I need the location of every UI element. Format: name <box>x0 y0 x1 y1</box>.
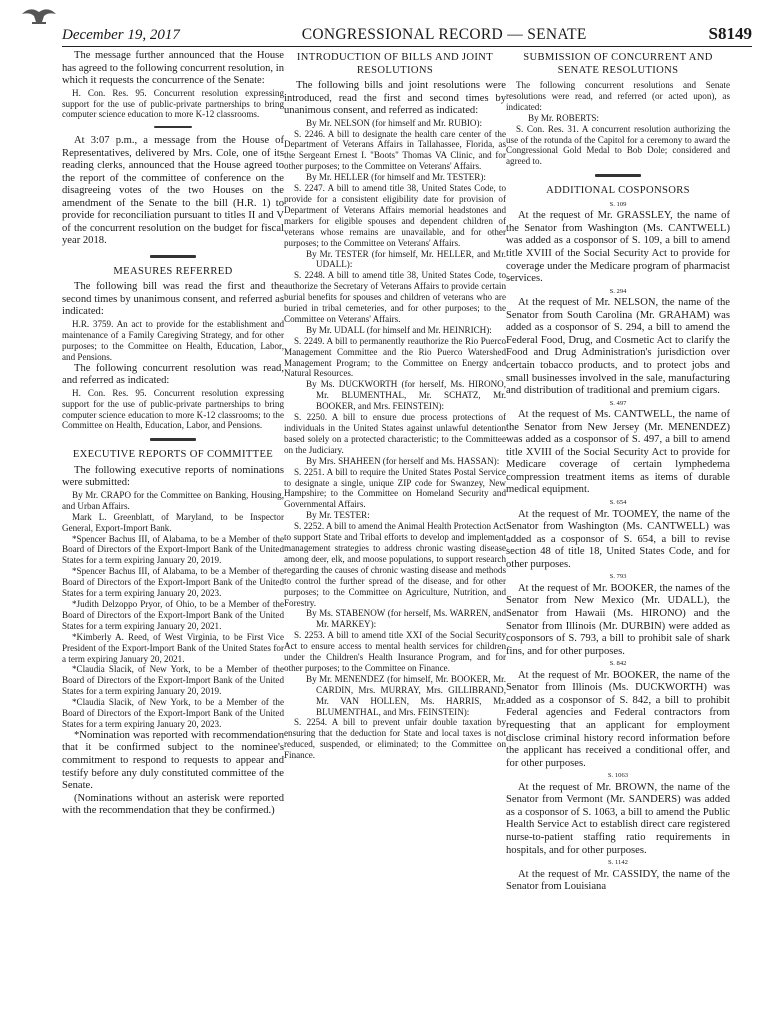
paragraph: H. Con. Res. 95. Concurrent resolution expressing support for the use of public-private partnerships to bring computer science education to more K-12 classrooms. <box>62 87 284 120</box>
column-2 <box>284 50 506 761</box>
paragraph: The following concurrent resolution was read, and referred as indicated: <box>62 362 284 387</box>
byline: By Mr. TESTER: <box>306 510 370 521</box>
paragraph: At the request of Mr. CASSIDY, the name of the Senator from Louisiana <box>506 868 730 893</box>
bill-number: S. 654 <box>609 499 627 507</box>
paragraph: The following bills and joint resolutions were introduced, read the first and second times by unanimous consent, and referred as indicated: <box>284 80 506 117</box>
section-heading-additional-cosponsors: ADDITIONAL COSPONSORS <box>546 185 690 197</box>
section-heading-measures-referred: MEASURES REFERRED <box>113 265 233 277</box>
section-divider <box>595 174 641 177</box>
paragraph: (Nominations without an asterisk were reported with the recommendation that they be confirmed.) <box>62 792 284 817</box>
paragraph: The following bill was read the first and the second times by unanimous consent, and referred as indicated: <box>62 281 284 318</box>
bill-number: S. 497 <box>609 399 627 407</box>
bill-text: S. 2247. A bill to amend title 38, United States Code, to provide for a consistent eligibility date for provision of Department of Veterans Affairs memorial headstones and markers for eligible spouses and dependent children of veterans whose remains are unavailable, and for other purposes; to the Committee on Veterans' Affairs. <box>284 183 506 248</box>
bill-text: S. 2246. A bill to designate the health care center of the Department of Veterans Affairs in Tallahassee, Florida, as the Sergeant Ernest I. "Boots" Thomas VA Clinic, and for other purposes; to the Committee on Veterans' Affairs. <box>284 128 506 172</box>
section-heading-executive-reports: EXECUTIVE REPORTS OF COMMITTEE <box>72 449 274 461</box>
paragraph: *Nomination was reported with recommendation that it be confirmed subject to the nominee's commitment to respond to requests to appear and testify before any duly constituted committee of the Senate. <box>62 729 284 792</box>
paragraph: The following concurrent resolutions and Senate resolutions were read, and referred (or acted upon), as indicated: <box>506 80 730 112</box>
bill-text: S. 2253. A bill to amend title XXI of the Social Security Act to ensure access to mental health services for children under the Children's Health Insurance Program, and for other purposes; to the Committee on Finance. <box>284 630 506 673</box>
section-divider <box>150 255 196 258</box>
gpo-eagle-logo-icon <box>20 4 58 26</box>
bill-text: S. 2254. A bill to prevent unfair double taxation by ensuring that the deduction for State and local taxes is not reduced, suspended, or eliminated; to the Committee on Finance. <box>284 717 506 761</box>
paragraph: At the request of Ms. CANTWELL, the name of the Senator from New Jersey (Mr. MENENDEZ) was added as a cosponsor of S. 497, a bill to amend title XVIII of the Social Security Act to provide for Medicare coverage of certain lymphedema compression treatment items as items of durable medical equipment. <box>506 409 730 496</box>
bill-number: S. 1063 <box>607 772 629 780</box>
byline: By Mr. NELSON (for himself and Mr. RUBIO): <box>306 117 483 128</box>
bill-number: S. 1142 <box>608 859 628 867</box>
bill-number: S. 842 <box>609 660 627 668</box>
paragraph: *Claudia Slacik, of New York, to be a Member of the Board of Directors of the Export-Import Bank of the United States for a term expiring January 20, 2019. <box>62 664 284 697</box>
bill-number: S. 109 <box>609 200 627 208</box>
byline: By Ms. STABENOW (for herself, Ms. WARREN, and Mr. MARKEY): <box>306 608 506 630</box>
paragraph: At 3:07 p.m., a message from the House of Representatives, delivered by Mrs. Cole, one of its reading clerks, announced that the House agreed to the report of the committee of conference on the disagreeing votes of the two Houses on the amendment of the Senate to the bill (H.R. 1) to provide for reconciliation pursuant to titles II and V of the concurrent resolution on the budget for fiscal year 2018. <box>62 134 284 247</box>
paragraph: Mark L. Greenblatt, of Maryland, to be Inspector General, Export-Import Bank. <box>62 511 284 533</box>
section-heading-submission-of-resolutions: SUBMISSION OF CONCURRENT AND SENATE RESOLUTIONS <box>523 52 713 76</box>
bill-number: S. 294 <box>609 287 627 295</box>
bill-text: S. 2248. A bill to amend title 38, United States Code, to authorize the Secretary of Veterans Affairs to provide certain burial benefits for spouses and children of veterans who are buried in tribal cemeteries, and for other purposes; to the Committee on Veterans' Affairs. <box>284 270 506 324</box>
paragraph: *Kimberly A. Reed, of West Virginia, to be First Vice President of the Export-Import Bank of the United States for a term expiring January 20, 2021. <box>62 631 284 664</box>
section-divider <box>150 438 196 441</box>
bill-number: S. 793 <box>609 573 627 581</box>
header-date: December 19, 2017 <box>62 27 180 43</box>
byline: By Ms. DUCKWORTH (for herself, Ms. HIRONO, Mr. BLUMENTHAL, Mr. SCHATZ, Mr. BOOKER, and Mrs. FEINSTEIN): <box>306 379 506 412</box>
paragraph: *Claudia Slacik, of New York, to be a Member of the Board of Directors of the Export-Import Bank of the United States for a term expiring January 20, 2023. <box>62 697 284 729</box>
paragraph: At the request of Mr. BOOKER, the name of the Senator from Illinois (Ms. DUCKWORTH) was added as a cosponsor of S. 842, a bill to prohibit Federal agencies and Federal contractors from requesting that an applicant for employment disclose criminal history record information before the applicant has received a conditional offer, and for other purposes. <box>506 669 730 769</box>
paragraph: At the request of Mr. GRASSLEY, the name of the Senator from Washington (Ms. CANTWELL) was added as a cosponsor of S. 109, a bill to amend title XVIII of the Social Security Act to provide for coverage under the Medicare program of pharmacist services. <box>506 210 730 285</box>
paragraph: By Mr. CRAPO for the Committee on Banking, Housing, and Urban Affairs. <box>62 489 284 511</box>
paragraph: At the request of Mr. BROWN, the name of the Senator from Vermont (Mr. SANDERS) was added as a cosponsor of S. 1063, a bill to amend the Public Health Service Act to establish direct care registered nurse-to-patient staffing ratio requirements in hospitals, and for other purposes. <box>506 781 730 856</box>
column-3 <box>506 50 730 894</box>
bill-text: S. 2250. A bill to ensure due process protections of individuals in the United States against unlawful detention based solely on a protected characteristic; to the Committee on the Judiciary. <box>284 412 506 455</box>
section-divider <box>154 126 192 128</box>
bill-text: S. 2252. A bill to amend the Animal Health Protection Act to support State and Tribal efforts to develop and implement management strategies to address chronic wasting disease among deer, elk, and moose populations, to support research regarding the causes of chronic wasting disease and methods to control the further spread of the disease, and for other purposes; to the Committee on Agriculture, Nutrition, and Forestry. <box>284 521 506 608</box>
header-page-number: S8149 <box>708 24 752 43</box>
bill-text: S. 2249. A bill to permanently reauthorize the Rio Puerco Management Committee and the Rio Puerco Watershed Management Program; to the Committee on Energy and Natural Resources. <box>284 335 506 379</box>
section-heading-introduction-of-bills: INTRODUCTION OF BILLS AND JOINT RESOLUTIONS <box>296 52 494 76</box>
paragraph: At the request of Mr. TOOMEY, the name of the Senator from Washington (Ms. CANTWELL) was added as a cosponsor of S. 654, a bill to revise section 48 of title 18, United States Code, and for other purposes. <box>506 508 730 570</box>
paragraph: *Judith Delzoppo Pryor, of Ohio, to be a Member of the Board of Directors of the Export-Import Bank of the United States for a term expiring January 20, 2021. <box>62 599 284 631</box>
byline: By Mr. TESTER (for himself, Mr. HELLER, and Mr. UDALL): <box>306 248 506 270</box>
header-title: CONGRESSIONAL RECORD — SENATE <box>301 26 587 43</box>
paragraph: The following executive reports of nominations were submitted: <box>62 464 284 489</box>
byline: By Mr. ROBERTS: <box>528 112 599 123</box>
paragraph: At the request of Mr. NELSON, the name of the Senator from South Carolina (Mr. GRAHAM) was added as a cosponsor of S. 294, a bill to amend the Federal Food, Drug, and Cosmetic Act to clarify the Food and Drug Administration's jurisdiction over certain tobacco products, and to protect jobs and small businesses involved in the sale, manufacturing and distribution of traditional and premium cigars. <box>506 297 730 397</box>
byline: By Mr. HELLER (for himself and Mr. TESTER): <box>306 172 486 183</box>
paragraph: *Spencer Bachus III, of Alabama, to be a Member of the Board of Directors of the Export-Import Bank of the United States for a term expiring January 20, 2019. <box>62 533 284 566</box>
paragraph: H.R. 3759. An act to provide for the establishment and maintenance of a Family Caregiving Strategy, and for other purposes; to the Committee on Health, Education, Labor, and Pensions. <box>62 319 284 362</box>
paragraph: At the request of Mr. BOOKER, the names of the Senator from New Mexico (Mr. UDALL), the Senator from Hawaii (Ms. HIRONO) and the Senator from Illinois (Mr. DURBIN) were added as cosponsors of S. 793, a bill to prohibit sale of shark fins, and for other purposes. <box>506 582 730 657</box>
byline: By Mr. UDALL (for himself and Mr. HEINRICH): <box>306 324 492 335</box>
column-1 <box>62 50 284 818</box>
paragraph: *Spencer Bachus III, of Alabama, to be a Member of the Board of Directors of the Export-Import Bank of the United States for a term expiring January 20, 2023. <box>62 566 284 599</box>
bill-text: S. 2251. A bill to require the United States Postal Service to designate a single, unique ZIP code for Swanzey, New Hampshire; to the Committee on Homeland Security and Governmental Affairs. <box>284 466 506 510</box>
page-header <box>62 22 752 47</box>
byline: By Mr. MENENDEZ (for himself, Mr. BOOKER, Mr. CARDIN, Mrs. MURRAY, Mrs. GILLIBRAND, Mr. VAN HOLLEN, Ms. HARRIS, Mr. BLUMENTHAL, and Mrs. FEINSTEIN): <box>306 673 506 717</box>
byline: By Mrs. SHAHEEN (for herself and Ms. HASSAN): <box>306 455 500 466</box>
paragraph: The message further announced that the House has agreed to the following concurrent resolution, in which it requests the concurrence of the Senate: <box>62 50 284 87</box>
paragraph: H. Con. Res. 95. Concurrent resolution expressing support for the use of public-private partnerships to bring computer science education to more K-12 classrooms; to the Committee on Health, Education, Labor, and Pensions. <box>62 387 284 431</box>
bill-text: S. Con. Res. 31. A concurrent resolution authorizing the use of the rotunda of the Capitol for a ceremony to award the Congressional Gold Medal to Bob Dole; considered and agreed to. <box>506 123 730 167</box>
